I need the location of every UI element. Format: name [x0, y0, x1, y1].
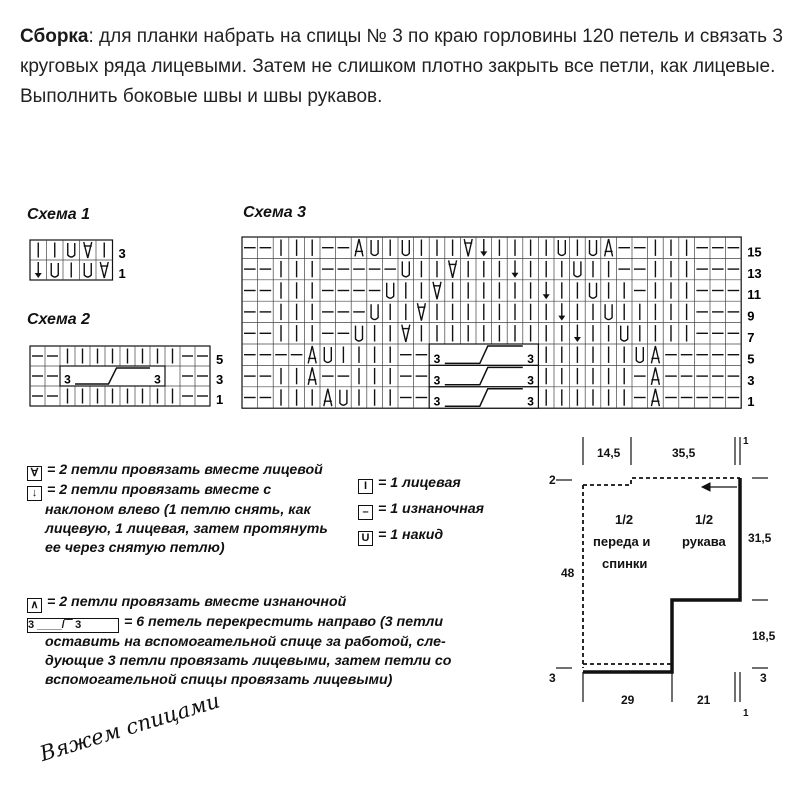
front-label-3: спинки — [602, 556, 648, 571]
row-number: 3 — [118, 246, 126, 261]
top-measure-3: 1 — [743, 436, 749, 447]
mark-3-right: 3 — [760, 671, 767, 685]
row-number: 1 — [747, 394, 755, 410]
knit-icon: I — [358, 479, 373, 494]
mark-2: 2 — [549, 473, 556, 487]
cable-number: 3 — [527, 394, 534, 409]
purl-icon: – — [358, 505, 373, 520]
height-sleeve: 31,5 — [748, 531, 772, 545]
sleeve-label-2: рукава — [682, 534, 726, 549]
row-number: 11 — [747, 287, 761, 303]
row-number: 7 — [747, 330, 755, 345]
front-label-1: 1/2 — [615, 512, 634, 527]
intro-body: : для планки набрать на спицы № 3 по краю горловины 120 петель и связать 3 круговых ряда лицевыми. Затем не слишком плотно закрыть все петли, как лицевые. Выполнить боковые швы и швы рукавов. — [20, 26, 783, 107]
intro-bold: Сборка — [20, 26, 89, 47]
row-number: 5 — [216, 352, 224, 367]
legend-symbols: I = 1 лицевая – = 1 изнаночная U = 1 накид — [358, 470, 484, 548]
row-number: 13 — [747, 265, 762, 281]
front-label-2: переда и — [593, 534, 651, 549]
scheme3-title: Схема 3 — [243, 204, 307, 221]
row-number: 1 — [118, 266, 126, 281]
height-total: 48 — [561, 566, 575, 580]
cable-number: 3 — [527, 373, 534, 388]
cable-number: 3 — [433, 373, 441, 388]
row-number: 15 — [747, 244, 762, 260]
cable-number: 3 — [64, 372, 71, 387]
bottom-measure-2: 21 — [697, 693, 711, 707]
yarn-over-icon: U — [358, 531, 373, 546]
row-number: 3 — [216, 372, 224, 387]
row-number: 3 — [747, 372, 755, 388]
p2tog-icon: ∧ — [27, 598, 42, 613]
k2tog-icon: ∀ — [27, 466, 42, 481]
scheme1-title: Схема 1 — [27, 206, 91, 223]
cable-number: 3 — [433, 394, 441, 409]
top-measure-2: 35,5 — [672, 446, 696, 460]
bottom-measure-3: 1 — [743, 708, 749, 719]
legend-left-2: ∧ = 2 петли провязать вместе изнаночной 3 ____/‾‾ 3 = 6 петель перекрестить направо (3 петли оставить на вспомогательной спице за работой, сле- дующие 3 петли провязать лицевыми, затем петли со вспомогательной спицы провязать лицевыми) — [28, 594, 452, 688]
bottom-measure-1: 29 — [621, 693, 635, 707]
legend-left: ∀ = 2 петли провязать вместе лицевой ↓ = 2 петли провязать вместе с наклоном влево (1 петлю снять, как лицевую, 1 лицевая, затем протянуть ее через снятую петлю) — [27, 461, 328, 558]
top-measure-1: 14,5 — [597, 446, 621, 460]
row-number: 5 — [747, 351, 755, 367]
mark-3-left: 3 — [549, 671, 556, 685]
brand-watermark: Вяжем спицами — [36, 688, 223, 766]
cable-cross-icon: 3 ____/‾‾ 3 — [27, 618, 119, 633]
cable-number: 3 — [154, 372, 161, 387]
row-number: 1 — [216, 392, 224, 407]
row-number: 9 — [747, 308, 755, 324]
cable-number: 3 — [433, 351, 441, 366]
height-lower: 18,5 — [752, 629, 776, 643]
cable-number: 3 — [527, 351, 534, 366]
sleeve-label-1: 1/2 — [695, 512, 714, 527]
scheme2-title: Схема 2 — [27, 311, 91, 328]
ssk-arrow-icon: ↓ — [27, 486, 42, 501]
